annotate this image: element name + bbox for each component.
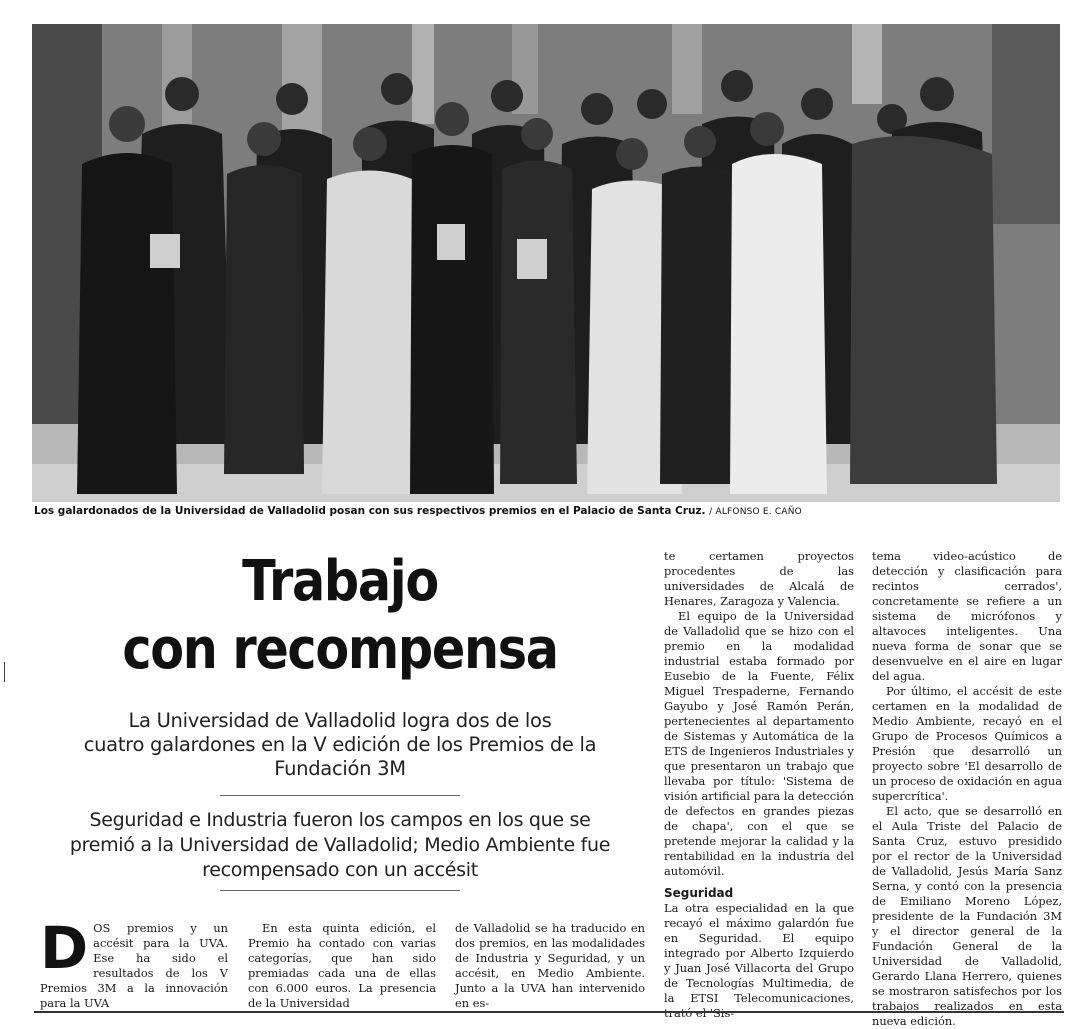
subheadline-1 xyxy=(40,709,640,781)
subheadline-2 xyxy=(40,808,640,883)
body-paragraph: de Valladolid se ha traducido en dos premios, en las modalidades de Industria y Seguridad, y un accésit, en Medio Ambiente. Junto a la UVA han intervenido en es- xyxy=(455,921,645,1010)
body-paragraph: El equipo de la Universidad de Valladolid que se hizo con el premio en la modalidad industrial estaba formado por Eusebio de la Fuente, Félix Miguel Trespaderne, Fernando Gayubo y José Ramón Perán, pertenecientes al departamento de Sistemas y Automática de la ETS de Ingenieros Industriales y que presentaron un trabajo que llevaba por título: 'Sistema de visión artificial para la detección de defectos en grandes piezas de chapa', con el que se pretende mejorar la calidad y la rentabilidad en la industria del automóvil. xyxy=(664,609,854,878)
body-paragraph: Por último, el accésit de este certamen en la modalidad de Medio Ambiente, recayó en el Grupo de Procesos Químicos a Presión que desarrolló un proyecto sobre 'El desarrollo de un proceso de oxidación en agua supercrítica'. xyxy=(872,684,1062,803)
body-column-3 xyxy=(455,921,645,1011)
subheadline-1-line: cuatro galardones en la V edición de los Premios de la xyxy=(83,733,597,756)
subheadline-2-line: Seguridad e Industria fueron los campos en los que se xyxy=(89,809,591,831)
group-photo xyxy=(32,24,1060,502)
subheadline-1-line: La Universidad de Valladolid logra dos de los xyxy=(128,709,552,732)
section-heading-seguridad: Seguridad xyxy=(664,886,734,900)
body-paragraph: te certamen proyectos procedentes de las universidades de Alcalá de Henares, Zaragoza y Valencia. xyxy=(664,549,854,608)
body-paragraph: El acto, que se desarrolló en el Aula Triste del Palacio de Santa Cruz, estuvo presidido por el rector de la Universidad de Valladolid, Jesús María Sanz Serna, y contó con la presencia de Emiliano Moreno López, presidente de la Fundación 3M y el director general de la Fundación General de la Universidad de Valladolid, Gerardo Llana Herrero, quienes se mostraron satisfechos por los trabajos realizados en esta nueva edición. xyxy=(872,804,1062,1028)
headline xyxy=(76,548,604,684)
body-paragraph: OS premios y un accésit para la UVA. Ese ha sido el resultados de los V Premios 3M a la innovación para la UVA xyxy=(40,921,228,1010)
drop-cap: D xyxy=(40,914,89,982)
body-column-1 xyxy=(40,914,228,1011)
body-column-5 xyxy=(872,549,1062,1029)
margin-mark xyxy=(4,662,5,682)
subheadline-2-line: recompensado con un accésit xyxy=(202,859,478,881)
body-column-4 xyxy=(664,549,854,1021)
body-paragraph: En esta quinta edición, el Premio ha contado con varias categorías, que han sido premiadas cada una de ellas con 6.000 euros. La presencia de la Universidad xyxy=(248,921,436,1010)
headline-line-1: Trabajo xyxy=(242,549,438,614)
caption-text: Los galardonados de la Universidad de Valladolid posan con sus respectivos premios en el Palacio de Santa Cruz. xyxy=(34,505,706,517)
subhead-divider xyxy=(220,795,460,796)
body-paragraph: tema video-acústico de detección y clasificación para recintos cerrados', concretamente se refiere a un sistema de micrófonos y altavoces inteligentes. Una nueva forma de sonar que se desenvuelve en el aire en lugar del agua. xyxy=(872,549,1062,683)
photo-caption xyxy=(34,505,1064,517)
body-column-2 xyxy=(248,921,436,1011)
subheadline-2-line: premió a la Universidad de Valladolid; Medio Ambiente fue xyxy=(69,834,611,856)
body-paragraph: La otra especialidad en la que recayó el máximo galardón fue en Seguridad. El equipo integrado por Alberto Izquierdo y Juan José Villacorta del Grupo de Tecnologías Multimedia, de la ETSI Telecomunicaciones, trató el 'Sis- xyxy=(664,901,854,1020)
headline-line-2: con recompensa xyxy=(122,617,558,682)
subhead-divider xyxy=(220,890,460,891)
subheadline-1-line: Fundación 3M xyxy=(274,757,406,780)
bottom-rule xyxy=(34,1011,1064,1013)
photo-credit: / ALFONSO E. CAÑO xyxy=(709,507,802,517)
